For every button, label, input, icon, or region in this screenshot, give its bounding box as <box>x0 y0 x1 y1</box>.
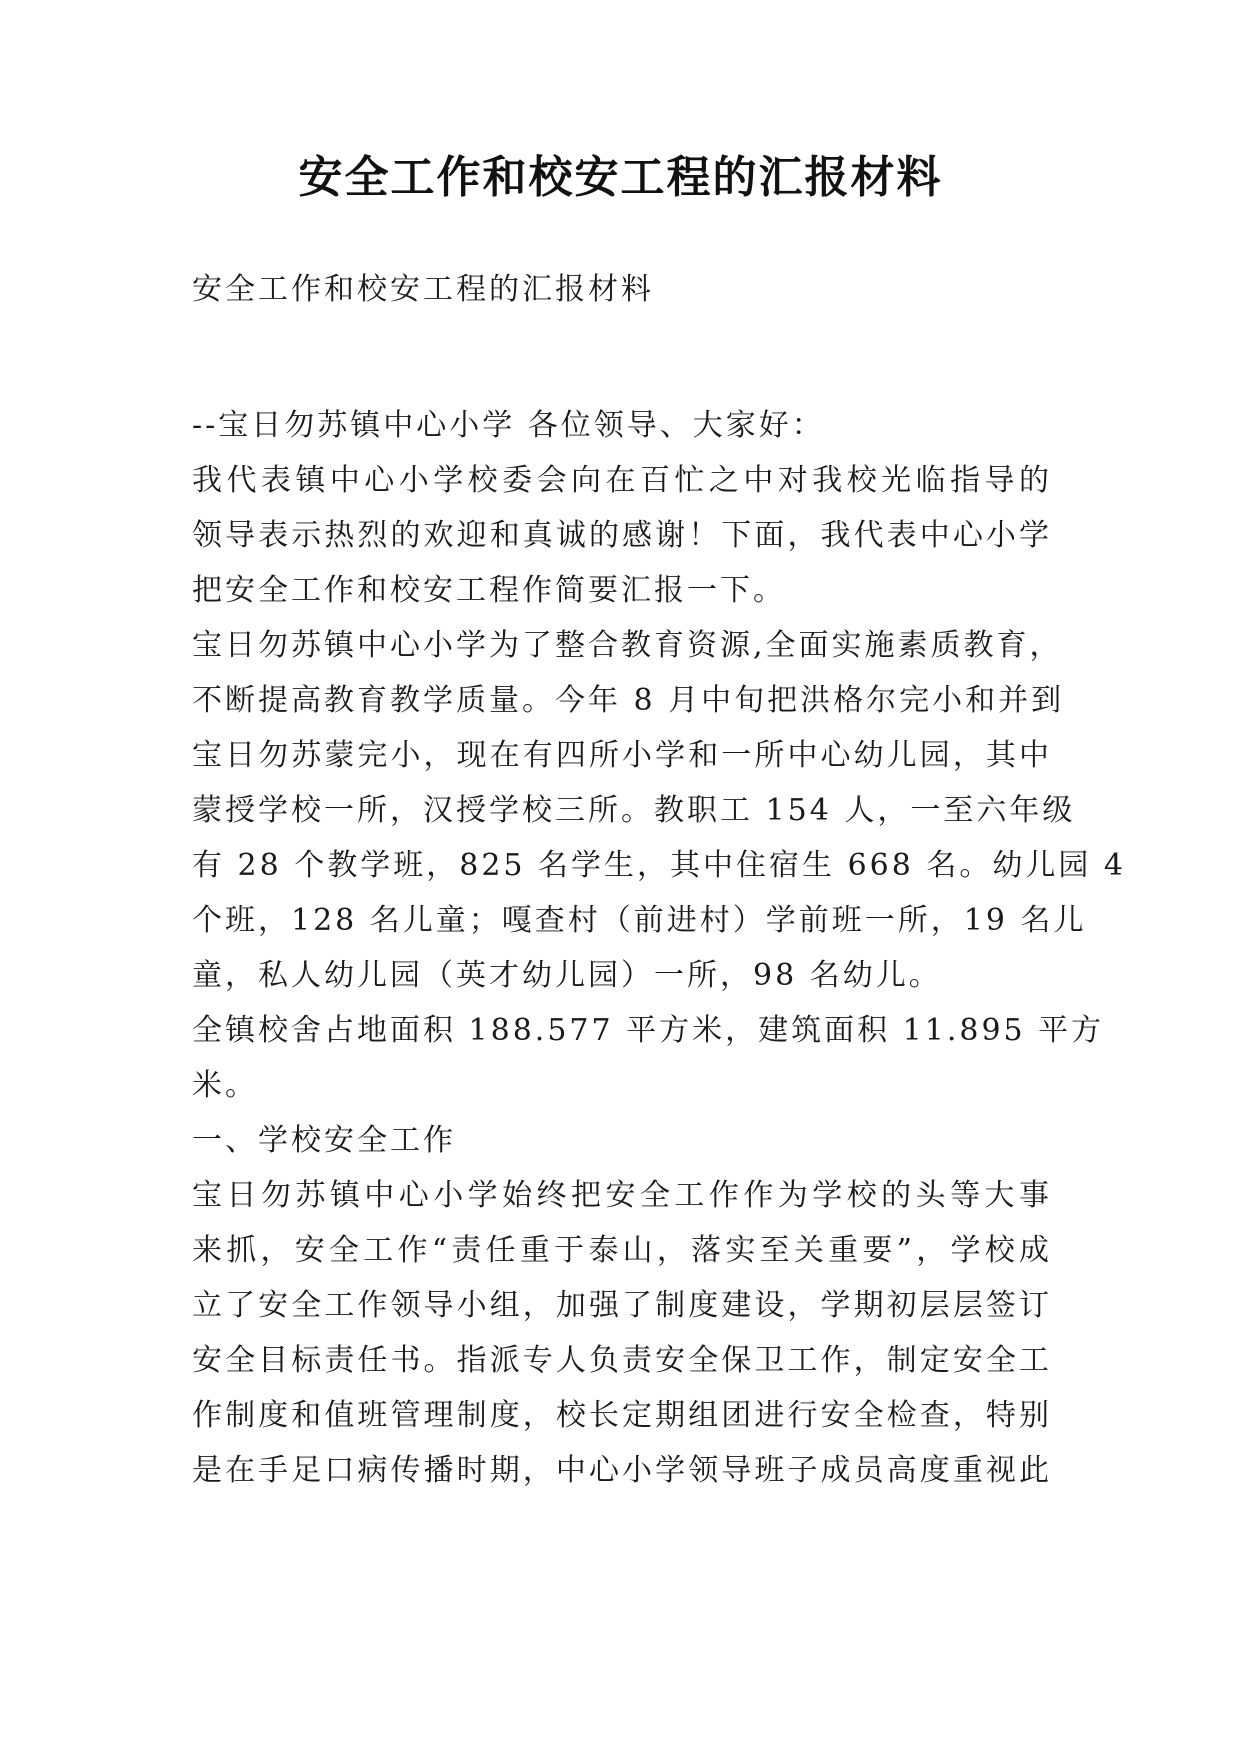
body-line: 全镇校舍占地面积 188.577 平方米，建筑面积 11.895 平方 <box>192 1013 1105 1048</box>
body-line: 领导表示热烈的欢迎和真诚的感谢！下面，我代表中心小学 <box>192 518 1052 553</box>
body-line: 作制度和值班管理制度，校长定期组团进行安全检查，特别 <box>192 1398 1052 1433</box>
body-line: 安全目标责任书。指派专人负责安全保卫工作，制定安全工 <box>192 1343 1052 1378</box>
body-line: 来抓，安全工作“责任重于泰山，落实至关重要”，学校成 <box>192 1233 1052 1268</box>
body-line: 童，私人幼儿园（英才幼儿园）一所，98 名幼儿。 <box>192 958 942 993</box>
page-title: 安全工作和校安工程的汇报材料 <box>298 152 943 203</box>
body-line: 是在手足口病传播时期，中心小学领导班子成员高度重视此 <box>192 1453 1052 1488</box>
body-line: 不断提高教育教学质量。今年 8 月中旬把洪格尔完小和并到 <box>192 683 1065 718</box>
section-heading: 一、学校安全工作 <box>192 1123 456 1158</box>
body-line: 宝日勿苏蒙完小，现在有四所小学和一所中心幼儿园，其中 <box>192 738 1052 773</box>
greeting-line: --宝日勿苏镇中心小学 各位领导、大家好： <box>192 408 825 443</box>
subtitle-line: 安全工作和校安工程的汇报材料 <box>192 272 654 307</box>
document-body <box>192 398 1126 1498</box>
body-line: 米。 <box>192 1068 258 1103</box>
document-subtitle <box>192 262 1052 317</box>
body-line: 宝日勿苏镇中心小学为了整合教育资源,全面实施素质教育， <box>192 628 1063 663</box>
body-line: 蒙授学校一所，汉授学校三所。教职工 154 人，一至六年级 <box>192 793 1076 828</box>
body-line: 个班，128 名儿童；嘎查村（前进村）学前班一所，19 名儿 <box>192 903 1087 938</box>
body-line: 把安全工作和校安工程作简要汇报一下。 <box>192 573 786 608</box>
body-line: 有 28 个教学班，825 名学生，其中住宿生 668 名。幼儿园 4 <box>192 848 1126 883</box>
body-line: 立了安全工作领导小组，加强了制度建设，学期初层层签订 <box>192 1288 1052 1323</box>
body-line: 宝日勿苏镇中心小学始终把安全工作作为学校的头等大事 <box>192 1178 1052 1213</box>
body-line: 我代表镇中心小学校委会向在百忙之中对我校光临指导的 <box>192 463 1052 498</box>
